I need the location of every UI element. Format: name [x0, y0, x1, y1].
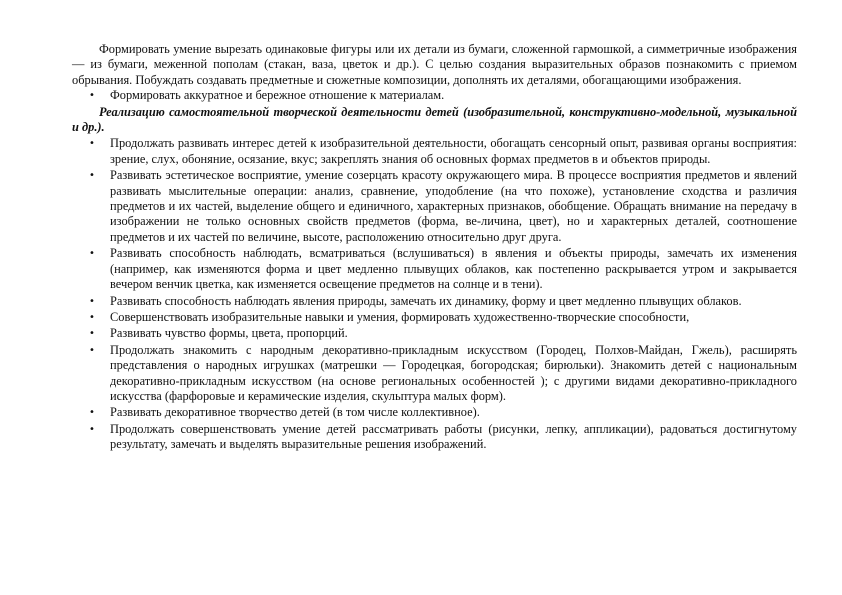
bullet-icon: •: [89, 423, 95, 435]
list-item-text: Развивать декоративное творчество детей (в том числе коллективное).: [110, 405, 480, 420]
bullet-icon: •: [89, 170, 95, 182]
bullet-icon: •: [89, 295, 95, 307]
list-item-text: Продолжать совершенствовать умение детей рассматривать работы (рисунки, лепку, аппликации), радоваться достигнутому результату, замечать и выделять выразительные решения изображений.: [110, 421, 797, 452]
list-item-text: Совершенствовать изобразительные навыки и умения, формировать художественно-творческие способности,: [110, 309, 690, 324]
list-item: [72, 310, 797, 325]
list-item: [72, 88, 797, 103]
bullet-list-materials: [72, 88, 797, 103]
bullet-icon: •: [89, 407, 95, 419]
list-item: [72, 246, 797, 292]
bullet-icon: •: [89, 328, 95, 340]
intro-paragraph: Формировать умение вырезать одинаковые фигуры или их детали из бумаги, сложенной гармошкой, а симметричные изображения — из бумаги, меженной пополам (стакан, ваза, цветок и др.). С целью создания выразительных образов познакомить с приемом обрывания. Побуждать создавать предметные и сюжетные композиции, дополнять их деталями, обогащающими изображения.: [72, 42, 797, 87]
bullet-icon: •: [89, 90, 95, 102]
list-item: [72, 168, 797, 245]
section-heading: Реализацию самостоятельной творческой деятельности детей (изобразительной, конструктивно-модельной, музыкальной и др.).: [72, 104, 797, 135]
list-item: [72, 294, 797, 309]
list-item: [72, 405, 797, 420]
list-item-text: Развивать способность наблюдать явления природы, замечать их динамику, форму и цвет медленно плывущих облаков.: [110, 293, 742, 308]
list-item-text: Продолжать знакомить с народным декоративно-прикладным искусством (Городец, Полхов-Майдан, Гжель), расширять представления о народных игрушках (матрешки — Городецкая, богородская; бирюльки). Знакомить детей с национальным декоративно-прикладным искусством (на основе региональных особенностей ); с другими видами декоративно-прикладного искусства (фарфоровые и керамические изделия, скульптура малых форм).: [110, 342, 797, 403]
list-item: [72, 422, 797, 453]
list-item-text: Развивать эстетическое восприятие, умение созерцать красоту окружающего мира. В процессе восприятия предметов и явлений развивать мыслительные операции: анализ, сравнение, уподобление (на что похоже), установление сходства и различия предметов и их частей, выделение общего и единичного, характерных признаков, обобщение. Обращать внимание на передачу в изображении не только основных свойств предметов (форма, ве-личина, цвет), но и характерных деталей, соотношение предметов и их частей по величине, высоте, расположению относительно друг друга.: [110, 168, 797, 244]
list-item: [72, 136, 797, 167]
list-item-text: Формировать аккуратное и бережное отношение к материалам.: [110, 88, 445, 103]
list-item-text: Продолжать развивать интерес детей к изобразительной деятельности, обогащать сенсорный опыт, развивая органы восприятия: зрение, слух, обоняние, осязание, вкус; закреплять знания об основных формах предметов в и объектов природы.: [110, 136, 797, 166]
bullet-icon: •: [89, 344, 95, 356]
list-item: [72, 326, 797, 341]
bullet-list-section: [72, 136, 797, 452]
bullet-icon: •: [89, 311, 95, 323]
list-item: [72, 343, 797, 405]
bullet-icon: •: [89, 248, 95, 260]
list-item-text: Развивать чувство формы, цвета, пропорций.: [110, 326, 348, 341]
bullet-icon: •: [89, 138, 95, 150]
list-item-text: Развивать способность наблюдать, всматриваться (вслушиваться) в явления и объекты природы, замечать их изменения (например, как изменяются форма и цвет медленно плывущих облаков, как постепенно раскрывается утром и закрывается вечером венчик цветка, как изменяется освещение предметов на солнце и в тени).: [110, 246, 797, 292]
